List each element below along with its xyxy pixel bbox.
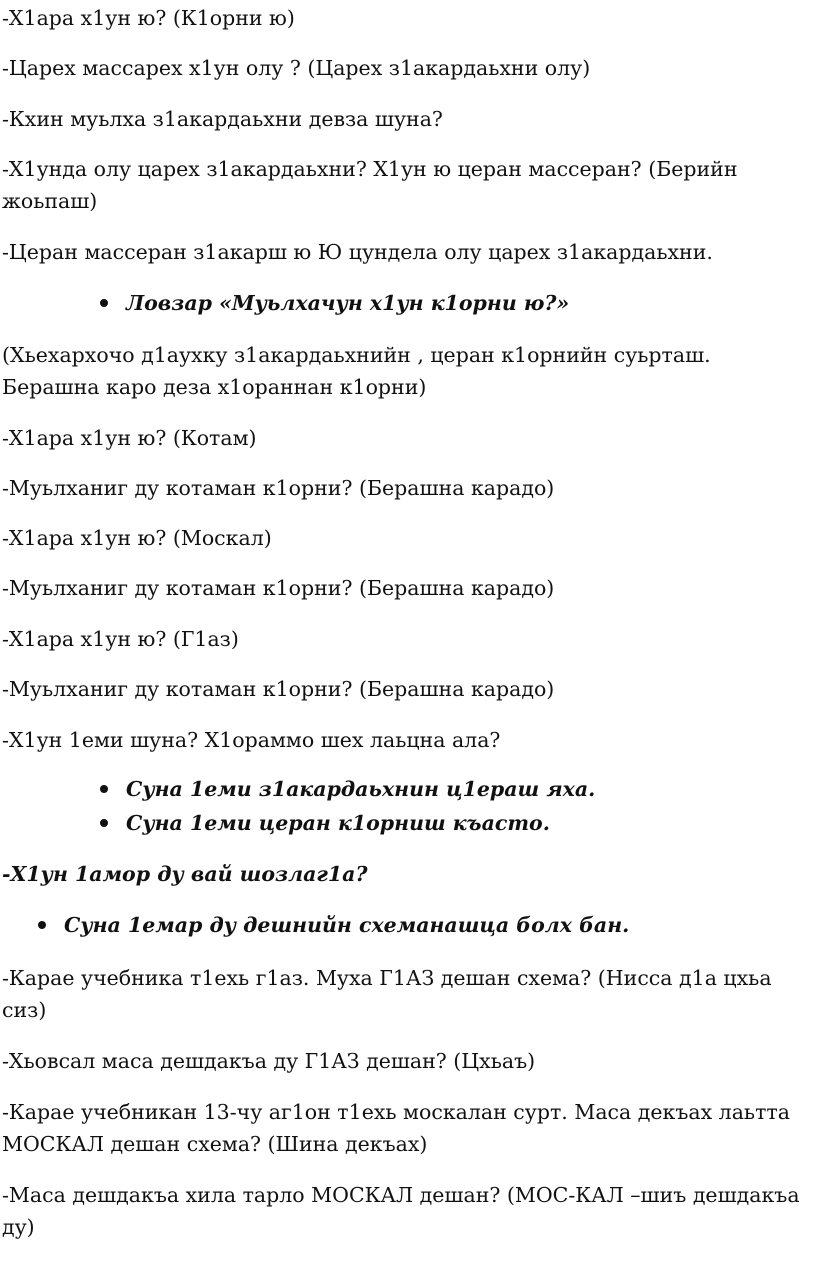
question-line: -Хьовсал маса дешдакъа ду Г1АЗ дешан? (Цхьаъ) [2, 1049, 536, 1073]
question-line: -Х1ара х1ун ю? (Г1аз) [2, 627, 239, 651]
bullet-dot-icon [38, 921, 46, 929]
bullet-dot-icon [100, 819, 108, 827]
question-line: -Кхин муьлха з1акардаьхни девза шуна? [2, 107, 443, 131]
bullet-item-learned-birds [126, 773, 595, 805]
question-line: -Х1ара х1ун ю? (К1орни ю) [2, 6, 295, 30]
instruction-line: -Карае учебникан 13-чу аг1он т1ехь москалан сурт. Маса декъах лаьтта [2, 1100, 790, 1124]
instruction-line: -Карае учебника т1ехь г1аз. Муха Г1АЗ дешан схема? (Нисса д1а цхьа [2, 966, 772, 990]
bullet-text: Суна 1еми церан к1орниш къасто. [126, 811, 550, 835]
question-line: -Х1ара х1ун ю? (Москал) [2, 526, 272, 550]
question-line: -Муьлханиг ду котаман к1орни? (Берашна карадо) [2, 677, 555, 701]
answer-line: ду) [2, 1215, 35, 1239]
bullet-text: Ловзар «Муьлхачун х1ун к1орни ю?» [126, 291, 570, 315]
question-line: -Муьлханиг ду котаман к1орни? (Берашна карадо) [2, 576, 555, 600]
bullet-text: Суна 1еми з1акардаьхнин ц1ераш яха. [126, 777, 596, 801]
bullet-text: Суна 1емар ду дешнийн схеманашца болх бан. [64, 913, 630, 937]
answer-line: жоьпаш) [2, 189, 98, 213]
bullet-item-learned-chicks [126, 807, 550, 839]
question-line: -Х1ара х1ун ю? (Котам) [2, 426, 257, 450]
instruction-line: (Хьехархочо д1аухку з1акардаьхнийн , церан к1орнийн суьрташ. [2, 343, 711, 367]
instruction-line: Берашна каро деза х1ораннан к1орни) [2, 375, 427, 399]
question-line: -Муьлханиг ду котаман к1орни? (Берашна карадо) [2, 476, 555, 500]
question-line: -Х1ун 1еми шуна? Х1ораммо шех лаьцна ала? [2, 728, 501, 752]
question-line: -Царех массарех х1ун олу ? (Царех з1акардаьхни олу) [2, 56, 591, 80]
bullet-item-next-task [64, 909, 629, 941]
instruction-line: сиз) [2, 998, 47, 1022]
question-line: -Маса дешдакъа хила тарло МОСКАЛ дешан? (МОС-КАЛ –шиъ дешдакъа [2, 1183, 800, 1207]
instruction-line: МОСКАЛ дешан схема? (Шина декъах) [2, 1132, 428, 1156]
bullet-dot-icon [100, 785, 108, 793]
bullet-item-game-title [126, 287, 569, 319]
statement-line: -Церан массеран з1акарш ю Ю цундела олу царех з1акардаьхни. [2, 240, 713, 264]
question-line: -Х1унда олу царех з1акардаьхни? Х1ун ю церан массеран? (Берийн [2, 157, 738, 181]
bullet-dot-icon [100, 299, 108, 307]
section-question-line: -Х1ун 1амор ду вай шозлаг1а? [2, 862, 368, 886]
